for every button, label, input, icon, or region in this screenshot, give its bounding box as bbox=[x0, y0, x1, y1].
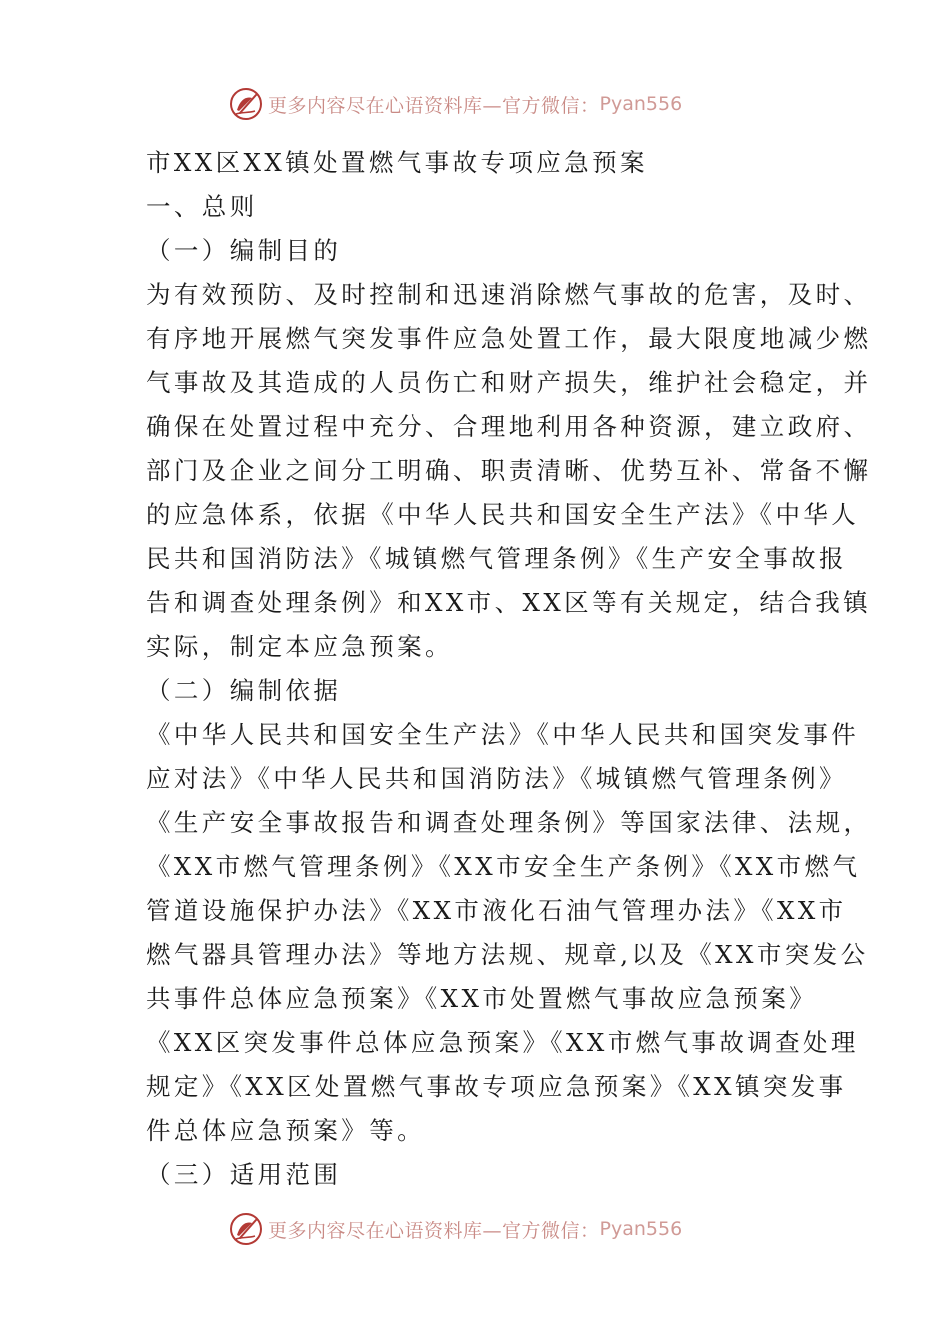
subsection-heading: （一）编制目的 bbox=[146, 236, 342, 265]
signature-pen-logo-icon bbox=[228, 86, 264, 122]
paragraph-line: 《XX市燃气管理条例》《XX市安全生产条例》《XX市燃气 bbox=[146, 852, 861, 881]
doc-title: 市XX区XX镇处置燃气事故专项应急预案 bbox=[146, 148, 648, 177]
subsection-heading: （三）适用范围 bbox=[146, 1160, 342, 1189]
paragraph-line: 管道设施保护办法》《XX市液化石油气管理办法》《XX市 bbox=[146, 896, 847, 925]
header-watermark-banner bbox=[228, 82, 682, 126]
banner-text: 更多内容尽在心语资料库—官方微信： bbox=[268, 94, 600, 117]
paragraph-line: 应对法》《中华人民共和国消防法》《城镇燃气管理条例》 bbox=[146, 764, 847, 793]
banner-wechat-id: Pyan556 bbox=[599, 1218, 683, 1240]
paragraph-line: 民共和国消防法》《城镇燃气管理条例》《生产安全事故报 bbox=[146, 544, 847, 573]
subsection-heading: （二）编制依据 bbox=[146, 676, 342, 705]
paragraph-line: 燃气器具管理办法》等地方法规、规章,以及《XX市突发公 bbox=[146, 940, 869, 969]
banner-text: 更多内容尽在心语资料库—官方微信： bbox=[268, 1219, 600, 1242]
paragraph-line: 的应急体系，依据《中华人民共和国安全生产法》《中华人 bbox=[146, 500, 860, 529]
paragraph-line: 为有效预防、及时控制和迅速消除燃气事故的危害，及时、 bbox=[146, 280, 872, 309]
paragraph-line: 《中华人民共和国安全生产法》《中华人民共和国突发事件 bbox=[146, 720, 860, 749]
paragraph-line: 气事故及其造成的人员伤亡和财产损失，维护社会稳定，并 bbox=[146, 368, 872, 397]
section-heading: 一、总则 bbox=[146, 192, 258, 221]
paragraph-line: 实际，制定本应急预案。 bbox=[146, 632, 453, 661]
paragraph-line: 规定》《XX区处置燃气事故专项应急预案》《XX镇突发事 bbox=[146, 1072, 847, 1101]
document-body bbox=[146, 141, 872, 1197]
paragraph-line: 《生产安全事故报告和调查处理条例》等国家法律、法规， bbox=[146, 808, 872, 837]
paragraph-line: 确保在处置过程中充分、合理地利用各种资源，建立政府、 bbox=[146, 412, 872, 441]
paragraph-line: 有序地开展燃气突发事件应急处置工作，最大限度地减少燃 bbox=[146, 324, 872, 353]
paragraph-line: 共事件总体应急预案》《XX市处置燃气事故应急预案》 bbox=[146, 984, 818, 1013]
paragraph-line: 件总体应急预案》等。 bbox=[146, 1116, 425, 1145]
footer-watermark-banner bbox=[228, 1207, 682, 1251]
paragraph-line: 《XX区突发事件总体应急预案》《XX市燃气事故调查处理 bbox=[146, 1028, 859, 1057]
paragraph-line: 告和调查处理条例》和XX市、XX区等有关规定，结合我镇 bbox=[146, 588, 872, 617]
signature-pen-logo-icon bbox=[228, 1211, 264, 1247]
paragraph-line: 部门及企业之间分工明确、职责清晰、优势互补、常备不懈 bbox=[146, 456, 872, 485]
banner-wechat-id: Pyan556 bbox=[599, 93, 683, 115]
